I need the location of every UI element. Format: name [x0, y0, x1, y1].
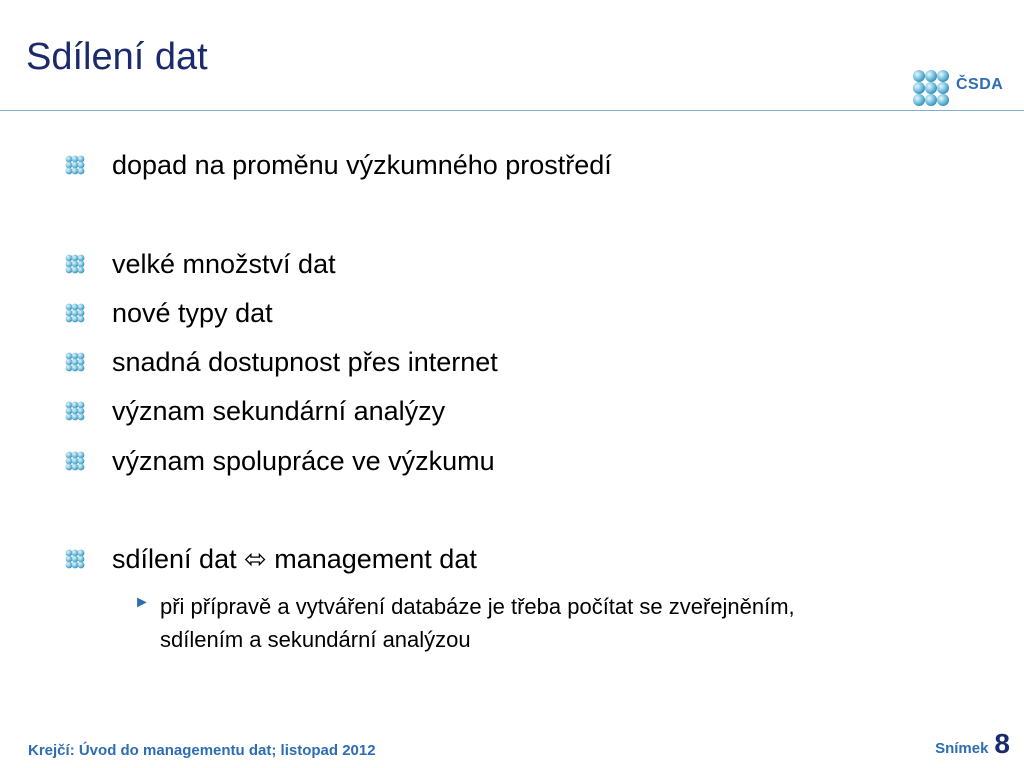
slide-number-block	[935, 728, 1010, 760]
network-cluster-icon	[64, 303, 86, 323]
bullet-item	[64, 345, 498, 379]
bullet-text: sdílení dat ⬄ management dat	[112, 543, 477, 574]
slide-number: 8	[994, 728, 1010, 759]
network-cluster-icon	[64, 401, 86, 421]
network-cluster-icon	[64, 451, 86, 471]
bullet-text: význam sekundární analýzy	[112, 395, 446, 426]
bullet-text: význam spolupráce ve výzkumu	[112, 445, 495, 476]
bullet-item	[64, 247, 336, 281]
network-cluster-icon	[64, 352, 86, 372]
sub-bullet-item	[134, 590, 834, 656]
triangle-right-icon: ►	[134, 594, 150, 611]
bullet-text: nové typy dat	[112, 297, 273, 328]
bullet-text: dopad na proměnu výzkumného prostředí	[112, 149, 612, 180]
bullet-item	[64, 296, 273, 330]
sub-bullet-text: při přípravě a vytváření databáze je třeba počítat se zveřejněním, sdílením a sekundární analýzou	[160, 594, 795, 652]
network-cluster-icon	[64, 549, 86, 569]
slide-label: Snímek	[935, 740, 989, 757]
bullet-text: velké množství dat	[112, 248, 336, 279]
network-cluster-icon	[64, 254, 86, 274]
network-cluster-icon	[64, 155, 86, 175]
bullet-item	[64, 394, 445, 428]
bullet-item	[64, 444, 495, 478]
slide-title: Sdílení dat	[26, 36, 208, 78]
logo-text: ČSDA	[956, 76, 1004, 93]
footer-caption: Krejčí: Úvod do managementu dat; listopad 2012	[28, 742, 376, 759]
bullet-item	[64, 148, 612, 182]
csda-logo	[910, 67, 1010, 107]
title-divider	[0, 110, 1024, 111]
bullet-text: snadná dostupnost přes internet	[112, 346, 498, 377]
bullet-item	[64, 542, 477, 576]
csda-logo-icon	[910, 67, 950, 107]
